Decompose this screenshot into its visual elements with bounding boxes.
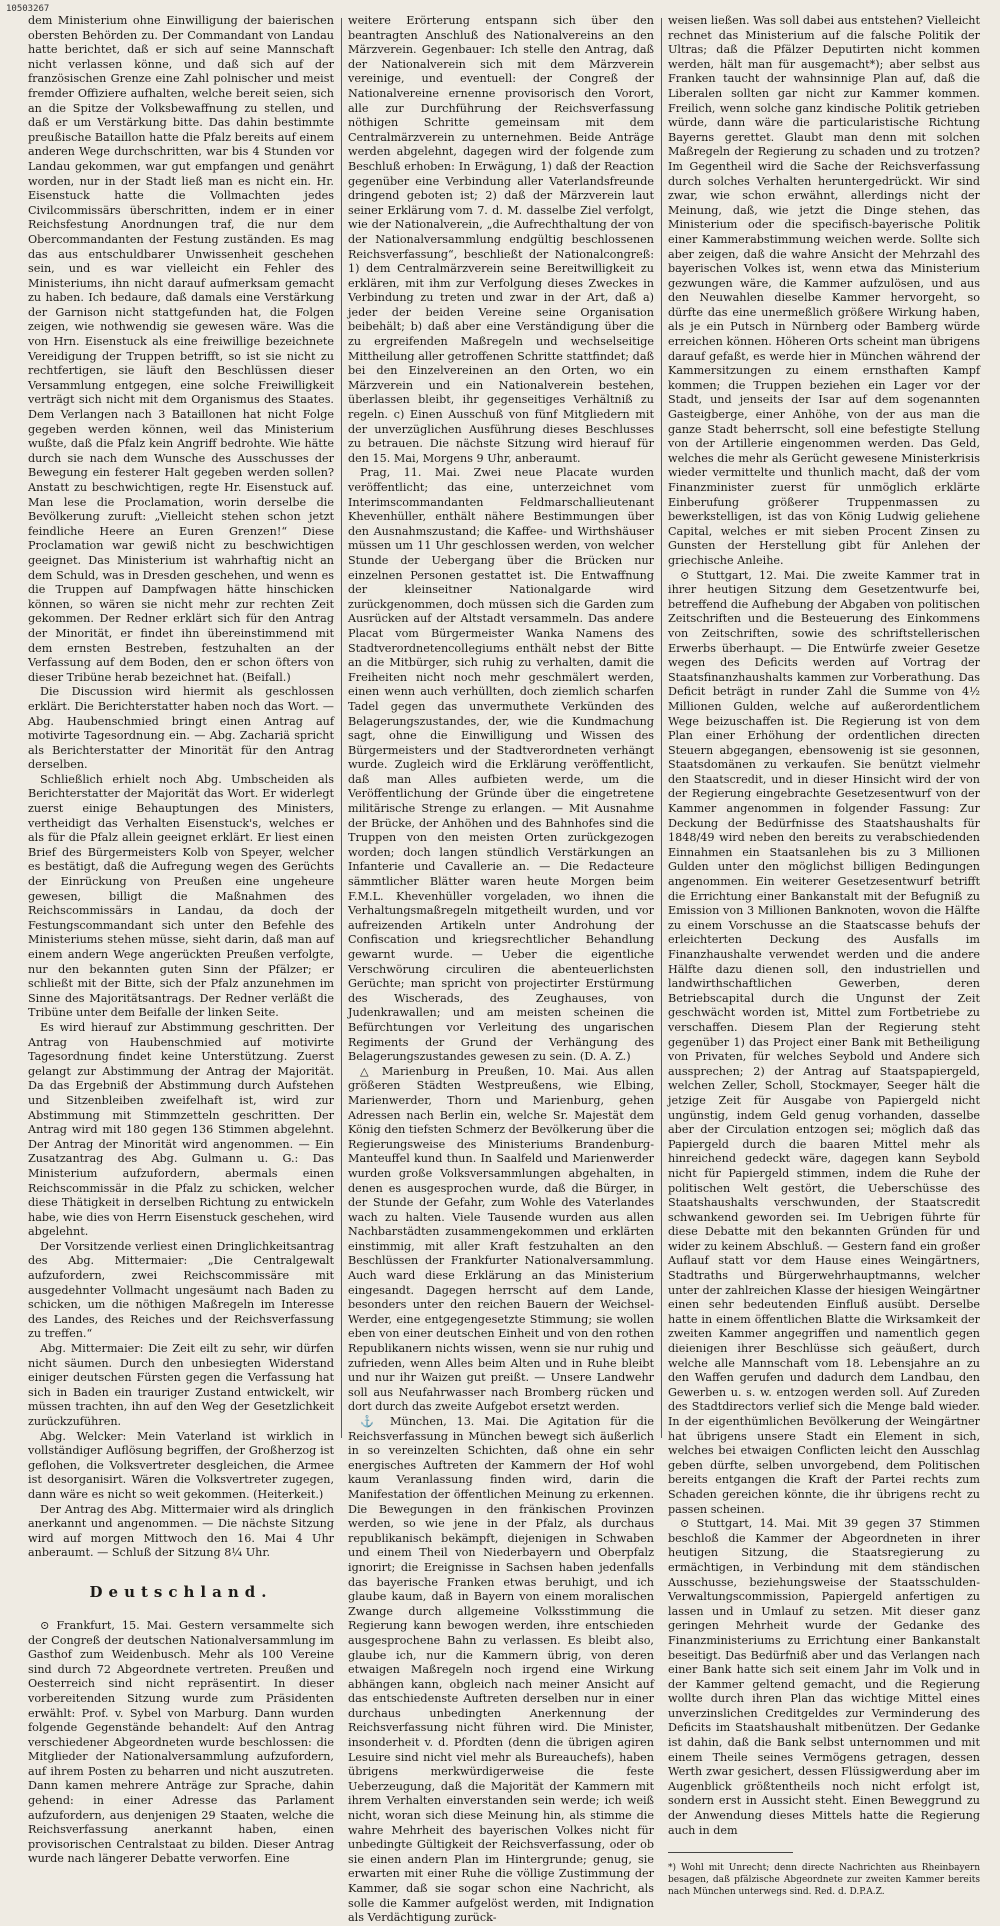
newspaper-columns [28,14,980,1925]
paragraph: Abg. Mittermaier: Die Zeit eilt zu sehr, wir dürfen nicht säumen. Durch den unbesiegten Widerstand einiger deutschen Fürsten gegen die Verfassung hat sich in Baden ein trauriger Zustand entwickelt, wir müssen trachten, ihn auf den Weg der Gesetzlichkeit zurückzuführen. [28,1342,334,1428]
page-id: 10503267 [6,4,50,14]
paragraph: Der Vorsitzende verliest einen Dringlichkeitsantrag des Abg. Mittermaier: „Die Centralgewalt aufzufordern, zwei Reichscommissäre mit ausgedehnter Vollmacht ungesäumt nach Baden zu schicken, um die nöthigen Maßregeln im Interesse des Landes, des Reiches und der Reichsverfassung zu treffen.“ [28,1239,334,1341]
article-stuttgart-12: ⊙ Stuttgart, 12. Mai. Die zweite Kammer trat in ihrer heutigen Sitzung dem Gesetzentwurfe bei, betreffend die Aufhebung der Abgaben von politischen Zeitschriften und die Besteuerung des Einkommens von Zeitschriften, sowie des schriftstellerischen Erwerbs überhaupt. — Die Entwürfe zweier Gesetze wegen des Deficits werden auf Vortrag der Staatsfinanzhaushalts kammen zur Vorberathung. Das Deficit beträgt in runder Zahl die Summe von 4½ Millionen Gulden, welche auf außerordentlichem Wege beizuschaffen ist. Die Regierung ist von dem Plan einer Erhöhung der ordentlichen directen Steuern abgegangen, ebensowenig ist sie gesonnen, Staatsdomänen zu verkaufen. Sie benützt vielmehr den Staatscredit, und in dieser Hinsicht wird der von der Regierung eingebrachte Gesetzesentwurf von der Kammer angenommen in folgender Fassung: Zur Deckung der Bedürfnisse des Staatshaushalts für 1848/49 wird neben den bereits zu verabschiedenden Einnahmen ein Staatsanlehen bis zu 3 Millionen Gulden unter den möglichst billigen Bedingungen angenommen. Ein weiterer Gesetzesentwurf betrifft die Errichtung einer Bankanstalt mit der Befugniß zu Emission von 3 Millionen Banknoten, wovon die Hälfte zu einem Vorschusse an die Staatscasse behufs der erleichterten Deckung des Ausfalls im Finanzhaushalte verwendet werden und die andere Hälfte dazu dienen soll, den industriellen und landwirthschaftlichen Gewerben, deren Betriebscapital durch die Ungunst der Zeit geschwächt worden ist, Mittel zum Fortbetriebe zu verschaffen. Diesem Plan der Regierung steht gegenüber 1) das Project einer Bank mit Betheiligung von Privaten, für welches Seybold und Andere sich aussprechen; 2) der Antrag auf Staatspapiergeld, welchen Zeller, Scholl, Stockmayer, Seeger hält die jetzige Zeit für Ausgabe von Papiergeld nicht ungünstig, indem Geld genug vorhanden, dasselbe aber der Circulation entzogen sei; möglich daß das Papiergeld durch die baaren Mittel mehr als hinreichend gedeckt wäre, dagegen kann Seybold nicht für Papiergeld stimmen, indem die Ruhe der politischen Welt gestört, die Ueberschüsse des Staatshaushalts verschwunden, der Staatscredit schwankend geworden sei. Im Uebrigen führte für diese Debatte mit den bekannten Gründen für und wider zu keinem Abschluß. — Gestern fand ein großer Auflauf statt vor dem Hause eines Weingärtners, Stadtraths und Bürgerwehrhauptmanns, welcher unter der zahlreichen Klasse der hiesigen Weingärtner einen sehr bedeutenden Einfluß ausübt. Derselbe hatte in einem öffentlichen Blatte die Wirksamkeit der zweiten Kammer angegriffen und namentlich gegen dieienigen ihrer Beschlüsse sich geäußert, durch welche alle Mannschaft vom 18. Lebensjahre an zu den Waffen gerufen und dadurch dem Landbau, den Gewerben u. s. w. entzogen werden soll. Auf Zureden des Stadtdirectors verlief sich die Menge bald wieder. In der eigenthümlichen Bevölkerung der Weingärtner hat übrigens unsere Stadt ein Element in sich, welches bei etwaigen Conflicten leicht den Ausschlag geben dürfte, selben unvorgebend, dem Politischen bereits entgangen die Kraft der Partei rechts zum Schaden gereichen könnte, die ihr übrigens recht zu passen scheinen. [668,568,980,1516]
paragraph: Schließlich erhielt noch Abg. Umbscheiden als Berichterstatter der Majorität das Wort. Er widerlegt zuerst einige Behauptungen des Ministers, vertheidigt das Verhalten Eisenstuck's, welches er als für die Pfalz allein geeignet erklärt. Er liest einen Brief des Bürgermeisters Kolb von Speyer, welcher es bestätigt, daß die Aufregung wegen des Gerüchts der Einrückung von Preußen eine ungeheure gewesen, billigt die Maßnahmen des Reichscommissärs in Landau, da doch der Festungscommandant sich unter den Befehle des Ministeriums stehen müsse, sieht darin, daß man auf einem andern Wege angerückten Preußen verfolgte, nur den bekannten guten Sinn der Pfälzer; er schließt mit der Bitte, sich der Pfalz anzunehmen im Sinne des Majoritätsantrags. Der Redner verläßt die Tribüne unter dem Beifalle der linken Seite. [28,772,334,1020]
column-1 [28,14,334,1866]
article-frankfurt: ⊙ Frankfurt, 15. Mai. Gestern versammelte sich der Congreß der deutschen Nationalversammlung im Gasthof zum Weidenbusch. Mehr als 100 Vereine sind durch 72 Abgeordnete vertreten. Preußen und Oesterreich sind nicht repräsentirt. In dieser vorbereitenden Sitzung wurde zum Präsidenten erwählt: Prof. v. Sybel von Marburg. Dann wurden folgende Gegenstände behandelt: Auf den Antrag verschiedener Abgeordneten wurde beschlossen: die Mitglieder der Nationalversammlung aufzufordern, auf ihrem Posten zu beharren und nicht auszutreten. Dann kamen mehrere Anträge zur Sprache, dahin gehend: in einer Adresse das Parlament aufzufordern, aus denjenigen 29 Staaten, welche die Reichsverfassung anerkannt haben, einen provisorischen Centralstaat zu bilden. Dieser Antrag wurde nach längerer Debatte verworfen. Eine [28,1618,334,1866]
column-2 [348,14,654,1925]
paragraph: Abg. Welcker: Mein Vaterland ist wirklich in vollständiger Auflösung begriffen, der Großherzog ist geflohen, die Volksvertreter desgleichen, die Armee ist desorganisirt. Wären die Volksvertreter zugegen, dann wäre es nicht so weit gekommen. (Heiterkeit.) [28,1429,334,1501]
footnote: *) Wohl mit Unrecht; denn directe Nachrichten aus Rheinbayern besagen, daß pfälzische Abgeordnete zur zweiten Kammer bereits nach München unterwegs sind. Red. d. D.P.A.Z. [668,1863,980,1898]
paragraph: Der Antrag des Abg. Mittermaier wird als dringlich anerkannt und angenommen. — Die nächste Sitzung wird auf morgen Mittwoch den 16. Mai 4 Uhr anberaumt. — Schluß der Sitzung 8¼ Uhr. [28,1502,334,1560]
section-title: Deutschland. [89,1582,273,1601]
article-muenchen: ⚓ München, 13. Mai. Die Agitation für die Reichsverfassung in München bewegt sich äußerlich in so vereinzelten Schichten, daß ohne ein sehr energisches Auftreten der Kammern der Hof wohl kaum Veranlassung finden wird, darin die Manifestation der öffentlichen Meinung zu erkennen. Die Bewegungen in den fränkischen Provinzen werden, so wie jene in der Pfalz, als durchaus republikanisch bekämpft, diejenigen in Schwaben und einem Theil von Niederbayern und Oberpfalz ignorirt; die Ereignisse in Sachsen haben jedenfalls das bayerische Franken etwas beruhigt, und ich glaube kaum, daß in Bayern von einem moralischen Zwange durch allgemeine Volksstimmung die Regierung kann bewogen werden, ihre entschieden ausgesprochene Bahn zu verlassen. Es bleibt also, glaube ich, nur die Kammern übrig, von deren etwaigen Maßregeln noch irgend eine Wirkung abhängen kann, obgleich nach meiner Ansicht auf das entschiedenste Auftreten derselben nur in einer durchaus unbedingten Anerkennung der Reichsverfassung nicht führen wird. Die Minister, insonderheit v. d. Pfordten (denn die übrigen agiren Lesuire sind nicht viel mehr als Bureauchefs), haben übrigens merkwürdigerweise die feste Ueberzeugung, daß die Majorität der Kammern mit ihrem Verhalten einverstanden sein werde; ich weiß nicht, woran sich diese Meinung hin, als stimme die wahre Mehrheit des bayerischen Volkes nicht für unbedingte Gültigkeit der Reichsverfassung, oder ob sie einen andern Plan im Hintergrunde; genug, sie erwarten mit einer Ruhe die völlige Zustimmung der Kammer, daß sie sogar schon eine Nachricht, als solle die Kammer aufgelöst werden, mit Indignation als Verdächtigung zurück- [348,1415,654,1925]
column-rule [661,18,662,1438]
column-rule [341,18,342,1438]
paragraph: Die Discussion wird hiermit als geschlossen erklärt. Die Berichterstatter haben noch das Wort. — Abg. Haubenschmied bringt einen Antrag auf motivirte Tagesordnung ein. — Abg. Zachariä spricht als Berichterstatter der Minorität für den Antrag derselben. [28,685,334,772]
paragraph: dem Ministerium ohne Einwilligung der baierischen obersten Behörden zu. Der Commandant von Landau hatte berichtet, daß er sich auf seine Mannschaft nicht verlassen könne, und daß sich auf der französischen Grenze eine Zahl polnischer und meist fremder Offiziere aufhalten, welche bereit seien, sich an die Spitze der Volksbewaffnung zu stellen, und daß er um Verstärkung bitte. Das dahin bestimmte preußische Bataillon hatte die Pfalz bereits auf einem anderen Wege durchschritten, war bis 4 Stunden vor Landau gekommen, war gut empfangen und genährt worden, nur in der Stadt ließ man es nicht ein. Hr. Eisenstuck hatte die Vollmachten jedes Civilcommissärs überschritten, indem er in einer Reichsfestung Anordnungen traf, die nur dem Obercommandanten der Festung zuständen. Es mag das aus entschuldbarer Unwissenheit geschehen sein, und es war vielleicht ein Fehler des Ministeriums, ihn nicht darauf aufmerksam gemacht zu haben. Ich bedaure, daß damals eine Verstärkung der Garnison nicht stattgefunden hat, die Folgen zeigen, wie nothwendig sie gewesen wäre. Was die von Hrn. Eisenstuck als eine freiwillige bezeichnete Vereidigung der Truppen betrifft, so ist sie nicht zu rechtfertigen, sie läuft den Beschlüssen dieser Versammlung entgegen, eine solche Freiwilligkeit verträgt sich nicht mit dem Organismus des Staates. Dem Verlangen nach 3 Bataillonen hat nicht Folge gegeben werden können, weil das Ministerium wußte, daß die Pfalz kein Angriff bedrohte. Wie hätte durch sie nach dem Wunsche des Ausschusses der Bewegung ein festerer Halt gegeben werden sollen? Anstatt zu beschwichtigen, regte Hr. Eisenstuck auf. Man lese die Proclamation, worin derselbe die Bevölkerung zuruft: „Vielleicht stehen schon jetzt feindliche Heere an Euren Grenzen!“ Diese Proclamation war gewiß nicht zu beschwichtigen geeignet. Das Ministerium ist wahrhaftig nicht an dem Schuld, was in Dresden geschehen, und wenn es die Truppen auf Dampfwagen hätte hinschicken können, so wären sie nicht mehr zur rechten Zeit gekommen. Der Redner erklärt sich für den Antrag der Minorität, er findet ihn übereinstimmend mit dem ernsten Bestreben, festzuhalten an der Verfassung auf dem Boden, den er schon öfters von dieser Tribüne herab bezeichnet hat. (Beifall.) [28,14,334,684]
paragraph: weisen ließen. Was soll dabei aus entstehen? Vielleicht rechnet das Ministerium auf die falsche Politik der Ultras; daß die Pfälzer Deputirten nicht kommen werden, hält man für ausgemacht*); aber selbst aus Franken taucht der wahnsinnige Plan auf, daß die Liberalen sollten gar nicht zur Kammer kommen. Freilich, wenn solche ganz kindische Politik getrieben würde, dann wäre die particularistische Richtung Bayerns gerettet. Glaubt man denn mit solchen Maßregeln der Regierung zu schaden und zu trotzen? Im Gegentheil wird die Sache der Reichsverfassung durch solches Verhalten heruntergedrückt. Wir sind zwar, wie schon erwähnt, allerdings nicht der Meinung, daß, wie jetzt die Dinge stehen, das Ministerium oder die specifisch-bayerische Politik einer Kammerabstimmung weichen werde. Sollte sich aber zeigen, daß die wahre Ansicht der Mehrzahl des bayerischen Volkes ist, wenn etwa das Ministerium gezwungen wäre, die Kammer aufzulösen, und aus den Neuwahlen dieselbe Kammer hervorgeht, so dürfte das eine unermeßlich größere Wirkung haben, als je ein Putsch in Nürnberg oder Bamberg würde erreichen können. Höheren Orts scheint man übrigens darauf gefaßt, es werde hier in München während der Kammersitzungen zu einem ernsthaften Kampf kommen; die Truppen beziehen ein Lager vor der Stadt, und jenseits der Isar auf dem sogenannten Gasteigberge, einer Anhöhe, von der aus man die ganze Stadt beherrscht, soll eine befestigte Stellung von der Artillerie eingenommen werden. Das Geld, welches die mehr als Gerücht gewesene Ministerkrisis wieder vermittelte und thunlich macht, daß der vom Finanzminister zuerst für unmöglich erklärte Einberufung größerer Truppenmassen zu bewerkstelligen, ist das von König Ludwig geliehene Capital, welches er mit sieben Procent Zinsen zu Gunsten der Herstellung gibt für Anlehen der griechische Anleihe. [668,14,980,567]
article-stuttgart-14: ⊙ Stuttgart, 14. Mai. Mit 39 gegen 37 Stimmen beschloß die Kammer der Abgeordneten in ihrer heutigen Sitzung, die Staatsregierung zu ermächtigen, in Verbindung mit dem ständischen Ausschusse, beziehungsweise der Staatsschulden-Verwaltungscommission, Papiergeld anfertigen zu lassen und in Umlauf zu setzen. Mit dieser ganz geringen Mehrheit wurde der Gedanke des Finanzministeriums zu Errichtung einer Bankanstalt beseitigt. Das Bedürfniß aber und das Verlangen nach einer Bank hatte sich seit einem Jahr im Volk und in der Kammer geltend gemacht, und die Regierung wollte durch ihren Plan das wichtige Mittel eines unverzinslichen Creditgeldes zur Verminderung des Deficits im Staatshaushalt mitbenützen. Der Gedanke ist dahin, daß die Bank selbst unternommen und mit einem Theile seines Vermögens getragen, dessen Werth zwar gesichert, dessen Flüssigwerdung aber im Augenblick größtentheils noch nicht erfolgt ist, sondern erst in Aussicht steht. Einen Beweggrund zu der Anwendung dieses Mittels hatte die Regierung auch in dem [668,1517,980,1837]
footnote-divider [668,1852,793,1853]
article-prag: Prag, 11. Mai. Zwei neue Placate wurden veröffentlicht; das eine, unterzeichnet vom Interimscommandanten Feldmarschallieutenant Khevenhüller, enthält nähere Bestimmungen über den Ausnahmszustand; die Kaffee- und Wirthshäuser müssen um 11 Uhr geschlossen werden, von welcher Stunde der Uebergang über die Brücken nur einzelnen Personen gestattet ist. Die Entwaffnung der kleinseitner Nationalgarde wird zurückgenommen, doch müssen sich die Garden zum Ausrücken auf der Altstadt versammeln. Das andere Placat vom Bürgermeister Wanka Namens des Stadtverordnetencollegiums enthält nebst der Bitte an die Mitbürger, sich ruhig zu verhalten, damit die Freiheiten nicht noch mehr geschmälert werden, einen wenn auch verhüllten, doch ziemlich scharfen Tadel gegen das unvermuthete Verkünden des Belagerungszustandes, der, wie die Kundmachung sagt, ohne die Einwilligung und Wissen des Bürgermeisters und der Stadtverordneten verhängt wurde. Zugleich wird die Erklärung veröffentlicht, daß man Alles aufbieten werde, um die Veröffentlichung der Gründe über die eingetretene militärische Strenge zu erlangen. — Mit Ausnahme der Brücke, der Anhöhen und des Bahnhofes sind die Truppen von den meisten Orten zurückgezogen worden; doch langen stündlich Verstärkungen an Infanterie und Cavallerie an. — Die Redacteure sämmtlicher Blätter waren heute Morgen beim F.M.L. Khevenhüller vorgeladen, wo ihnen die Verhaltungsmaßregeln mitgetheilt wurden, und vor aufreizenden Artikeln unter Androhung der Confiscation und kriegsrechtlicher Behandlung gewarnt wurde. — Ueber die eigentliche Verschwörung circuliren die abenteuerlichsten Gerüchte; man spricht von projectirter Erstürmung des Wischerads, des Zeughauses, von Judenkrawallen; und am meisten scheinen die Befürchtungen vor Verleitung des ungarischen Regiments der Grund der Verhängung des Belagerungszustandes gewesen zu sein. (D. A. Z.) [348,466,654,1064]
article-marienburg: △ Marienburg in Preußen, 10. Mai. Aus allen größeren Städten Westpreußens, wie Elbing, Marienwerder, Thorn und Marienburg, gehen Adressen nach Berlin ein, welche Sr. Majestät dem König den tiefsten Schmerz der Bevölkerung über die Regierungsweise des Ministeriums Brandenburg-Manteuffel kund thun. In Saalfeld und Marienwerder wurden große Volksversammlungen abgehalten, in denen es ausgesprochen wurde, daß die Bürger, in der Stunde der Gefahr, zum Wohle des Vaterlandes wach zu halten. Viele Tausende wurden aus allen Nachbarstädten zusammengekommen und erklärten einstimmig, mit aller Kraft festzuhalten an den Beschlüssen der Frankfurter Nationalversammlung. Auch ward diese Erklärung an das Ministerium eingesandt. Dagegen herrscht auf dem Lande, besonders unter den reichen Bauern der Weichsel-Werder, eine entgegengesetzte Stimmung; sie wollen eben von einer deutschen Einheit und von den rothen Republikanern nichts wissen, wenn sie nur ruhig und zufrieden, wenn Alles beim Alten und in Ruhe bleibt und nur ihr Waizen gut preißt. — Unsere Landwehr soll aus Neufahrwasser nach Bromberg rücken und dort durch das zweite Aufgebot ersetzt werden. [348,1064,654,1414]
column-3 [668,14,980,1898]
paragraph: weitere Erörterung entspann sich über den beantragten Anschluß des Nationalvereins an den Märzverein. Gegenbauer: Ich stelle den Antrag, daß der Nationalverein sich mit dem Märzverein vereinige, und eventuell: der Congreß der Nationalvereine ernenne provisorisch den Vorort, alle zur Durchführung der Reichsverfassung nöthigen Schritte gemeinsam mit dem Centralmärzverein zu unternehmen. Beide Anträge werden abgelehnt, dagegen wird der folgende zum Beschluß erhoben: In Erwägung, 1) daß der Reaction gegenüber eine Verbindung aller Vaterlandsfreunde dringend geboten ist; 2) daß der Märzverein laut seiner Erklärung vom 7. d. M. dasselbe Ziel verfolgt, wie der Nationalverein, „die Aufrechthaltung der von der Nationalversammlung endgültig beschlossenen Reichsverfassung“, beschließt der Nationalcongreß: 1) dem Centralmärzverein seine Bereitwilligkeit zu erklären, mit ihm zur Verfolgung dieses Zweckes in Verbindung zu treten und zwar in der Art, daß a) jeder der beiden Vereine seine Organisation beibehält; b) daß aber eine Verständigung über die zu ergreifenden Maßregeln und wechselseitige Mittheilung aller getroffenen Schritte stattfindet; daß bei den Einzelvereinen an den Orten, wo ein Märzverein und ein Nationalverein bestehen, überlassen bleibt, ihr gegenseitiges Verhältniß zu regeln. c) Einen Ausschuß von fünf Mitgliedern mit der unverzüglichen Ausführung dieses Beschlusses zu betrauen. Die nächste Sitzung wird hierauf für den 15. Mai, Morgens 9 Uhr, anberaumt. [348,14,654,465]
paragraph: Es wird hierauf zur Abstimmung geschritten. Der Antrag von Haubenschmied auf motivirte Tagesordnung findet keine Unterstützung. Zuerst gelangt zur Abstimmung der Antrag der Majorität. Da das Ergebniß der Abstimmung durch Aufstehen und Sitzenbleiben zweifelhaft ist, wird zur Abstimmung mit Stimmzetteln geschritten. Der Antrag wird mit 180 gegen 136 Stimmen abgelehnt. Der Antrag der Minorität wird angenommen. — Ein Zusatzantrag des Abg. Gulmann u. G.: Das Ministerium aufzufordern, abermals einen Reichscommissär in die Pfalz zu schicken, welcher diese Thätigkeit in derselben Richtung zu entwickeln habe, wie dies von Herrn Eisenstuck geschehen, wird abgelehnt. [28,1020,334,1239]
